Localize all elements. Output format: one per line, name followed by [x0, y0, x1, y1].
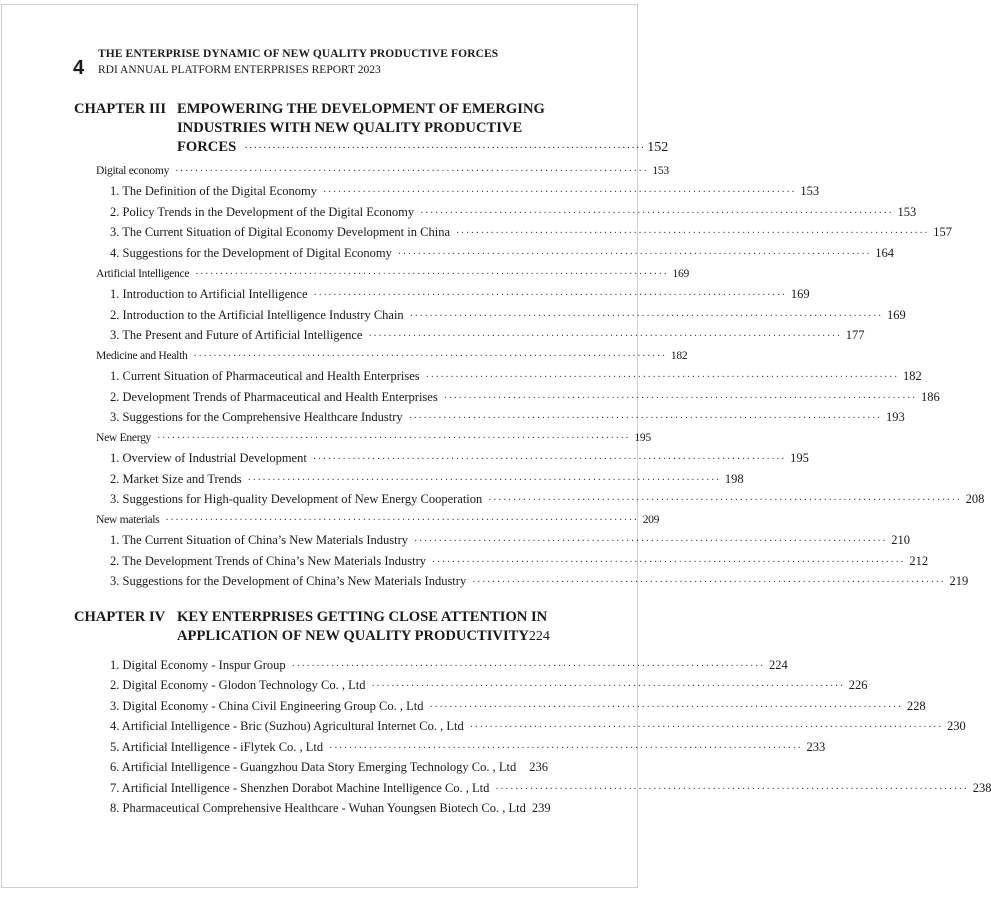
chapter-4-title-line: APPLICATION OF NEW QUALITY PRODUCTIVITY [177, 628, 529, 644]
chapter-3-label: CHAPTER III [74, 101, 167, 117]
running-header-subtitle: RDI ANNUAL PLATFORM ENTERPRISES REPORT 2023 [98, 64, 381, 76]
entry-page: 230 [947, 719, 966, 733]
chapter-3-title-line: INDUSTRIES WITH NEW QUALITY PRODUCTIVE [177, 120, 523, 136]
entry-page: 239 [531, 801, 551, 815]
leader-dots: ································································································ [472, 577, 946, 588]
document-page [1, 4, 991, 888]
toc-entry[interactable] [110, 552, 929, 570]
chapter-4-label: CHAPTER IV [74, 609, 166, 625]
section-title: New materials [96, 513, 160, 526]
entry-title: 8. Pharmaceutical Comprehensive Healthcare - Wuhan Youngsen Biotech Co. , Ltd [110, 801, 526, 815]
entry-page: 210 [891, 533, 911, 547]
leader-dots: ································································································ [175, 166, 649, 177]
section-title: New Energy [96, 431, 152, 444]
section-page: 195 [634, 431, 651, 444]
toc-section-medicine-and-health[interactable] [96, 347, 688, 365]
entry-page: 195 [790, 451, 809, 465]
leader-dots: ································································································ [469, 722, 944, 733]
entry-page: 169 [790, 287, 810, 301]
entry-title: 3. The Present and Future of Artificial Intelligence [110, 328, 363, 342]
leader-dots: ································································································ [397, 249, 872, 260]
toc-entry[interactable] [110, 367, 922, 385]
toc-entry[interactable] [110, 285, 810, 303]
entry-page: 164 [875, 246, 894, 260]
entry-title: 2. Introduction to the Artificial Intelligence Industry Chain [110, 308, 404, 322]
toc-entry[interactable] [110, 244, 894, 262]
entry-title: 3. Suggestions for the Comprehensive Healthcare Industry [110, 410, 403, 424]
chapter-4-title-line: KEY ENTERPRISES GETTING CLOSE ATTENTION IN [177, 609, 548, 625]
entry-page: 228 [906, 699, 926, 713]
leader-dots: ································································································ [488, 495, 962, 506]
entry-page: 212 [909, 554, 929, 568]
entry-title: 4. Suggestions for the Development of Digital Economy [110, 246, 392, 260]
toc-entry[interactable] [110, 676, 868, 694]
toc-entry[interactable] [110, 738, 826, 756]
toc-entry[interactable] [110, 779, 991, 797]
entry-page: 177 [845, 328, 865, 342]
entry-title: 3. Suggestions for the Development of China’s New Materials Industry [110, 574, 467, 588]
entry-page: 233 [806, 740, 826, 754]
entry-title: 1. Digital Economy - Inspur Group [110, 658, 286, 672]
leader-dots: ······················································································ [244, 142, 646, 154]
leader-dots: ································································································ [495, 784, 969, 795]
entry-title: 1. The Current Situation of China’s New Materials Industry [110, 533, 408, 547]
entry-title: 4. Artificial Intelligence - Bric (Suzhou) Agricultural Internet Co. , Ltd [110, 719, 464, 733]
entry-title: 2. Digital Economy - Glodon Technology Co. , Ltd [110, 678, 366, 692]
chapter-4-page: 224 [528, 629, 550, 644]
toc-entry[interactable] [110, 203, 917, 221]
entry-title: 1. Current Situation of Pharmaceutical and Health Enterprises [110, 369, 420, 383]
running-header-title: THE ENTERPRISE DYNAMIC OF NEW QUALITY PRODUCTIVE FORCES [98, 48, 499, 60]
toc-section-new-materials[interactable] [96, 511, 660, 529]
toc-entry[interactable] [110, 470, 744, 488]
toc-entry[interactable] [110, 326, 865, 344]
entry-title: 3. The Current Situation of Digital Economy Development in China [110, 225, 450, 239]
section-title: Medicine and Health [96, 349, 188, 362]
entry-title: 2. Policy Trends in the Development of the Digital Economy [110, 205, 415, 219]
chapter-4-title [177, 608, 549, 646]
toc-entry[interactable] [110, 388, 940, 406]
chapter-3-title-line: FORCES [177, 139, 237, 155]
section-title: Digital economy [96, 164, 170, 177]
entry-page: 236 [529, 760, 548, 774]
leader-dots: ································································································ [429, 702, 903, 713]
toc-entry[interactable] [110, 408, 905, 426]
leader-dots: ································································································ [368, 331, 842, 342]
leader-dots: ································································································ [456, 228, 930, 239]
leader-dots: ································································································ [313, 290, 787, 301]
entry-title: 2. Development Trends of Pharmaceutical and Health Enterprises [110, 390, 438, 404]
leader-dots: ································································································ [408, 413, 882, 424]
toc-entry[interactable] [110, 656, 788, 674]
toc-entry[interactable] [110, 182, 820, 200]
toc-entry[interactable] [110, 449, 809, 467]
entry-title: 2. Market Size and Trends [110, 472, 242, 486]
entry-page: 193 [885, 410, 905, 424]
leader-dots: ································································································ [371, 681, 845, 692]
leader-dots: ································································································ [291, 661, 765, 672]
entry-title: 5. Artificial Intelligence - iFlytek Co. , Ltd [110, 740, 324, 754]
entry-title: 1. The Definition of the Digital Economy [110, 184, 318, 198]
chapter-3-page: 152 [647, 140, 669, 155]
leader-dots: ································································································ [409, 311, 883, 322]
section-page: 169 [672, 267, 690, 280]
entry-page: 208 [965, 492, 985, 506]
section-title: Artificial Intelligence [96, 267, 190, 280]
leader-dots: ································································································ [312, 454, 787, 465]
entry-title: 3. Suggestions for High-quality Development of New Energy Cooperation [110, 492, 483, 506]
chapter-3-title-line: EMPOWERING THE DEVELOPMENT OF EMERGING [177, 101, 545, 117]
entry-title: 6. Artificial Intelligence - Guangzhou Data Story Emerging Technology Co. , Ltd [110, 760, 517, 774]
leader-dots: ································································································ [414, 536, 888, 547]
toc-entry[interactable] [110, 306, 906, 324]
entry-page: 186 [921, 390, 940, 404]
entry-title: 1. Introduction to Artificial Intelligence [110, 287, 308, 301]
chapter-3-title [177, 100, 669, 158]
leader-dots: ································································································ [432, 557, 906, 568]
leader-dots: ································································································ [195, 269, 669, 280]
section-page: 209 [642, 513, 660, 526]
section-page: 182 [670, 349, 688, 362]
toc-entry[interactable] [110, 572, 969, 590]
leader-dots: ································································································ [329, 743, 803, 754]
entry-title: 1. Overview of Industrial Development [110, 451, 307, 465]
entry-page: 219 [949, 574, 969, 588]
leader-dots: ································································································ [323, 187, 797, 198]
toc-entry[interactable] [110, 490, 985, 508]
toc-entry[interactable] [110, 697, 926, 715]
page-number: 4 [73, 57, 85, 79]
toc-entry[interactable] [110, 717, 966, 735]
leader-dots: ································································································ [425, 372, 899, 383]
entry-page: 198 [724, 472, 744, 486]
toc-section-new-energy[interactable] [96, 429, 651, 447]
toc-section-artificial-intelligence[interactable] [96, 265, 690, 283]
entry-title: 2. The Development Trends of China’s New Materials Industry [110, 554, 427, 568]
leader-dots: ································································································ [443, 393, 917, 404]
entry-page: 226 [848, 678, 868, 692]
entry-title: 7. Artificial Intelligence - Shenzhen Dorabot Machine Intelligence Co. , Ltd [110, 781, 490, 795]
entry-page: 238 [972, 781, 991, 795]
leader-dots: ································································································ [165, 515, 639, 526]
toc-entry[interactable] [110, 531, 911, 549]
entry-page: 153 [800, 184, 820, 198]
entry-title: 3. Digital Economy - China Civil Engineering Group Co. , Ltd [110, 699, 424, 713]
leader-dots: ································································································ [157, 433, 631, 444]
entry-page: 182 [902, 369, 922, 383]
section-page: 153 [652, 164, 669, 177]
entry-page: 153 [897, 205, 917, 219]
entry-page: 157 [933, 225, 953, 239]
toc-entry[interactable] [110, 799, 551, 817]
leader-dots: ································································································ [193, 351, 667, 362]
entry-page: 169 [886, 308, 906, 322]
entry-page: 224 [768, 658, 788, 672]
toc-entry[interactable] [110, 223, 953, 241]
leader-dots: ································································································ [420, 208, 894, 219]
leader-dots: ································································································ [247, 475, 721, 486]
toc-entry[interactable] [110, 758, 548, 776]
toc-section-digital-economy[interactable] [96, 162, 669, 180]
